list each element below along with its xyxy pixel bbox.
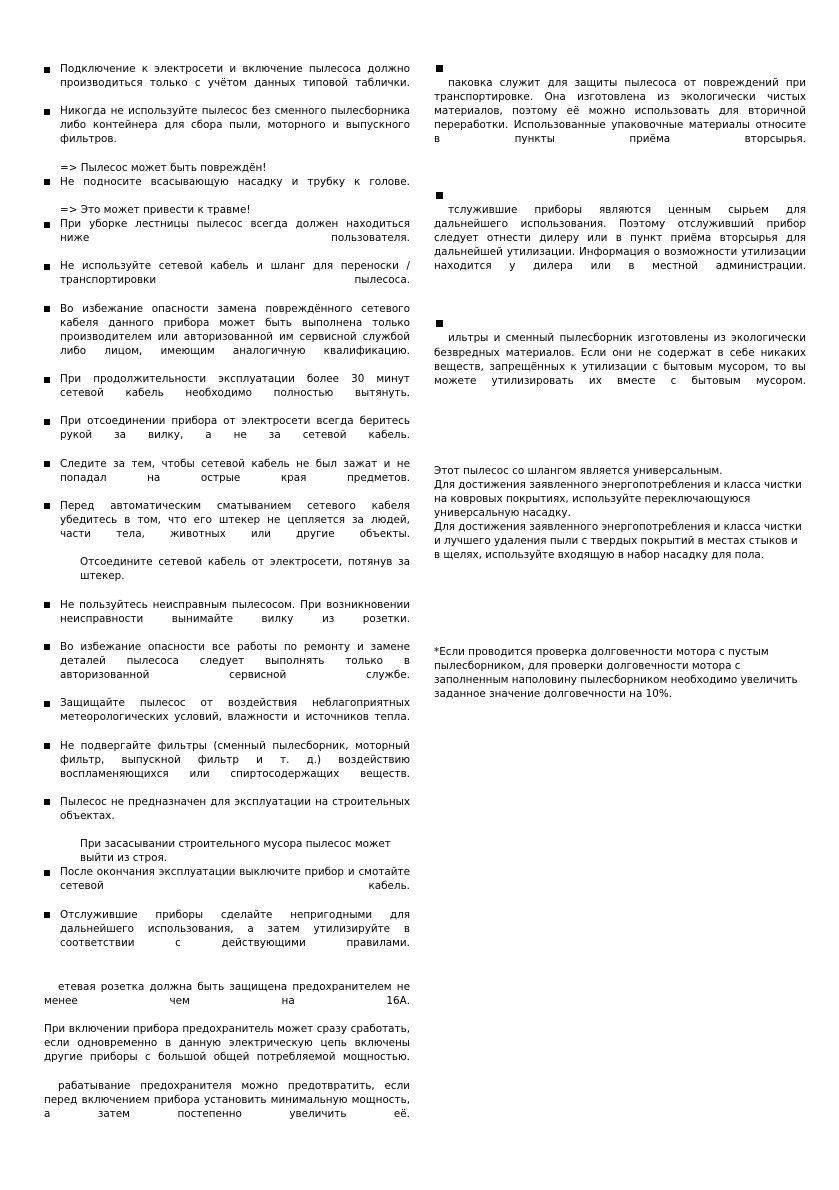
- square-bullet-icon: [44, 109, 50, 115]
- square-bullet-icon: [44, 870, 50, 876]
- usage-note-line-3: Для достижения заявленного энергопотребления и класса чистки и лучшего удаления пыли с твердых покрытий в местах стыков и в щелях, используйте входящую в набор насадку для пола.: [434, 521, 802, 562]
- square-bullet-icon: [436, 192, 443, 199]
- list-item-text: Во избежание опасности все работы по ремонту и замене деталей пылесоса следует выполнять только в авторизованной сервисной службе.: [60, 640, 410, 682]
- square-bullet-icon: [44, 701, 50, 707]
- square-bullet-icon: [44, 602, 50, 608]
- usage-note-line-2: Для достижения заявленного энергопотребления и класса чистки на ковровых покрытиях, используйте переключающуюся универсальную насадку.: [434, 478, 802, 520]
- square-bullet-icon: [436, 320, 443, 327]
- list-item-text: Не подвергайте фильтры (сменный пылесборник, моторный фильтр, выпускной фильтр и т. д.) воздействию воспламеняющихся или спиртосодержащих веществ.: [60, 739, 410, 780]
- list-item: [44, 175, 410, 203]
- left-column: [44, 0, 410, 1135]
- square-bullet-icon: [44, 743, 50, 749]
- list-item-text: Следите за тем, чтобы сетевой кабель не был зажат и не попадал на острые края предметов.: [60, 457, 410, 484]
- paragraph-spacer: [434, 625, 806, 645]
- square-bullet-icon: [44, 377, 50, 383]
- paragraph-spacer: [434, 402, 806, 464]
- list-item: [44, 795, 410, 837]
- list-item: [44, 598, 410, 640]
- list-item-text: Не пользуйтесь неисправным пылесосом. При возникновении неисправности вынимайте вилку из розетки.: [60, 598, 410, 625]
- square-bullet-icon: [44, 799, 50, 805]
- list-item: [44, 104, 410, 160]
- list-item-text: Не подносите всасывающую насадку и трубку к голове.: [60, 175, 410, 188]
- list-item: [44, 499, 410, 555]
- square-bullet-icon: [44, 503, 50, 509]
- square-bullet-icon: [44, 461, 50, 467]
- list-item: [44, 908, 410, 964]
- square-bullet-icon: [44, 222, 50, 228]
- list-item-text: Не используйте сетевой кабель и шланг для переноски /транспортировки пылесоса.: [60, 260, 410, 287]
- list-item: [44, 865, 410, 907]
- list-item-text: При уборке лестницы пылесос всегда должен находиться ниже пользователя.: [60, 218, 410, 245]
- section-marker: [434, 189, 806, 203]
- square-bullet-icon: [44, 67, 50, 73]
- list-item-note: => Это может привести к травме!: [60, 203, 251, 216]
- fuse-note-paragraph-1: етевая розетка должна быть защищена предохранителем не менее чем на 16А.: [44, 981, 410, 1008]
- square-bullet-icon: [44, 306, 50, 312]
- footnote-text: *Если проводится проверка долговечности мотора с пустым пылесборником, для проверки долговечности мотора с заполненным наполовину пылесборником необходимо увеличить заданное значение долговечности на 10%.: [434, 645, 798, 700]
- paragraph-spacer: [434, 287, 806, 317]
- list-item-text: Перед автоматическим сматыванием сетевого кабеля убедитесь в том, что его штекер не цепляется за людей, части тела, животных или другие объекты.: [60, 499, 410, 541]
- list-item-sub-text: Отсоедините сетевой кабель от электросети, потянув за штекер.: [80, 556, 410, 583]
- list-item: [44, 259, 410, 301]
- square-bullet-icon: [44, 419, 50, 425]
- list-item: [44, 302, 410, 372]
- disposal-block-filters: ильтры и сменный пылесборник изготовлены из экологически безвредных материалов. Если они не содержат в себе никаких веществ, запрещённых к утилизации с бытовым мусором, то вы можете утилизировать их вместе с бытовым мусором.: [434, 332, 806, 387]
- list-item-sub-text: При засасывании строительного мусора пылесос может выйти из строя.: [80, 838, 391, 865]
- list-item: [44, 696, 410, 738]
- list-item: [44, 640, 410, 696]
- list-item-text: Пылесос не предназначен для эксплуатации на строительных объектах.: [60, 795, 410, 822]
- disposal-block-old-appliances: тслужившие приборы являются ценным сырьем для дальнейшего использования. Поэтому отслуживший прибор следует отнести дилеру или в пункт приёма вторсырья для дальнейшей утилизации. Информация о возможности утилизации находится у дилера или в местной администрации.: [434, 203, 806, 273]
- top-spacer: [434, 0, 806, 62]
- list-item-text: Защищайте пылесос от воздействия неблагоприятных метеорологических условий, влажности и источников тепла.: [60, 697, 410, 724]
- list-item: [44, 739, 410, 795]
- list-item-text: Никогда не используйте пылесос без сменного пылесборника либо контейнера для сбора пыли, моторного и выпускного фильтров.: [60, 105, 410, 146]
- square-bullet-icon: [44, 912, 50, 918]
- list-item: [44, 217, 410, 259]
- right-column: [434, 0, 806, 701]
- square-bullet-icon: [44, 644, 50, 650]
- square-bullet-icon: [44, 179, 50, 185]
- paragraph-spacer: [434, 161, 806, 189]
- list-item: [44, 457, 410, 499]
- list-item-text: При продолжительности эксплуатации более 30 минут сетевой кабель необходимо полностью вытянуть.: [60, 373, 410, 400]
- section-marker: [434, 317, 806, 331]
- list-item-text: После окончания эксплуатации выключите прибор и смотайте сетевой кабель.: [60, 866, 410, 893]
- top-spacer: [44, 0, 410, 62]
- paragraph-spacer: [434, 563, 806, 625]
- list-item: [44, 414, 410, 456]
- disposal-block-packaging: паковка служит для защиты пылесоса от повреждений при транспортировке. Она изготовлена из экологически чистых материалов, поэтому её можно использовать для вторичной переработки. Использованные упаковочные материалы относите в пункты приёма вторсырья.: [434, 77, 806, 146]
- fuse-note-paragraph-2: При включении прибора предохранитель может сразу сработать, если одновременно в данную электрическую цепь включены другие приборы с большой общей потребляемой мощностью.: [44, 1023, 410, 1064]
- list-item-text: При отсоединении прибора от электросети всегда беритесь рукой за вилку, а не за сетевой кабель.: [60, 415, 410, 442]
- list-item-text: Отслужившие приборы сделайте непригодными для дальнейшего использования, а затем утилизируйте в соответствии с действующими правилами.: [60, 908, 410, 949]
- fuse-note-paragraph-3: рабатывание предохранителя можно предотвратить, если перед включением прибора установить минимальную мощность, а затем постепенно увеличить её.: [44, 1079, 410, 1120]
- section-marker: [434, 62, 806, 76]
- list-item-note: => Пылесос может быть повреждён!: [60, 161, 267, 174]
- usage-note-line-1: Этот пылесос со шлангом является универсальным.: [434, 464, 723, 477]
- square-bullet-icon: [44, 264, 50, 270]
- list-item: [44, 372, 410, 414]
- square-bullet-icon: [436, 65, 443, 72]
- list-item-text: Во избежание опасности замена повреждённого сетевого кабеля данного прибора может быть выполнена только производителем или авторизованной им сервисной службой либо лицом, имеющим аналогичную квалификацию.: [60, 302, 410, 357]
- list-item: [44, 62, 410, 104]
- paragraph-spacer: [44, 964, 410, 980]
- list-item-text: Подключение к электросети и включение пылесоса должно производиться только с учётом данных типовой таблички.: [60, 63, 410, 90]
